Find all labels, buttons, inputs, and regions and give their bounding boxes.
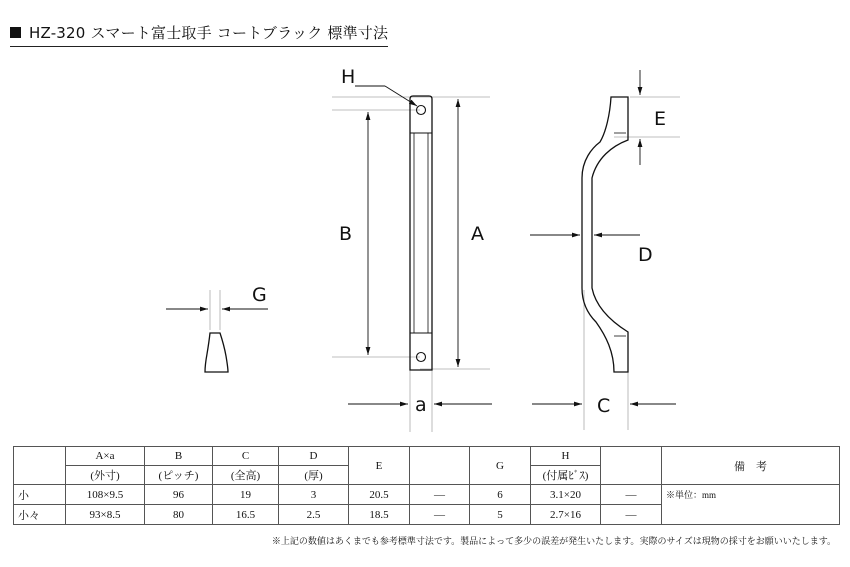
label-E: E xyxy=(654,108,667,130)
cell-d: 2.5 xyxy=(279,505,349,525)
cell-g: 5 xyxy=(470,505,531,525)
handle-side-profile xyxy=(582,97,628,372)
label-H: H xyxy=(341,66,356,88)
table-row xyxy=(14,485,840,505)
cell-blank-2: — xyxy=(601,485,662,505)
header-remarks: 備 考 xyxy=(662,447,840,485)
handle-cross-section xyxy=(205,333,228,372)
header-blank-1 xyxy=(410,447,470,485)
remarks-note: ※単位：mm xyxy=(662,485,840,525)
front-view xyxy=(332,86,492,432)
header-axa: A×a xyxy=(66,447,145,466)
spec-table xyxy=(13,446,840,525)
cell-blank-1: — xyxy=(410,505,470,525)
cell-e: 20.5 xyxy=(349,485,410,505)
cell-b: 96 xyxy=(145,485,213,505)
label-A: A xyxy=(471,223,484,245)
header-cell-corner xyxy=(14,447,66,485)
title-text: HZ-320 スマート富士取手 コートブラック 標準寸法 xyxy=(29,24,389,42)
header-b-sub: (ピッチ) xyxy=(145,466,213,485)
cell-axa: 93×8.5 xyxy=(66,505,145,525)
label-C: C xyxy=(597,395,611,417)
row-label: 小 xyxy=(14,485,66,505)
header-e: E xyxy=(349,447,410,485)
handle-front-outline xyxy=(410,96,432,370)
label-B: B xyxy=(339,223,353,245)
cell-g: 6 xyxy=(470,485,531,505)
header-g: G xyxy=(470,447,531,485)
header-b: B xyxy=(145,447,213,466)
header-axa-sub: (外寸) xyxy=(66,466,145,485)
cell-c: 16.5 xyxy=(213,505,279,525)
header-c: C xyxy=(213,447,279,466)
cell-e: 18.5 xyxy=(349,505,410,525)
header-blank-2 xyxy=(601,447,662,485)
cell-h: 2.7×16 xyxy=(531,505,601,525)
table-header-row-1 xyxy=(14,447,840,466)
header-h-sub: (付属ﾋﾞｽ) xyxy=(531,466,601,485)
label-D: D xyxy=(638,244,653,266)
cell-blank-1: — xyxy=(410,485,470,505)
header-h: H xyxy=(531,447,601,466)
label-G: G xyxy=(252,284,267,306)
header-d: D xyxy=(279,447,349,466)
cell-c: 19 xyxy=(213,485,279,505)
row-label: 小々 xyxy=(14,505,66,525)
header-d-sub: (厚) xyxy=(279,466,349,485)
cell-b: 80 xyxy=(145,505,213,525)
cell-d: 3 xyxy=(279,485,349,505)
footnote: ※上記の数値はあくまでも参考標準寸法です。製品によって多少の誤差が発生いたします。実際のサイズは現物の採寸をお願いいたします。 xyxy=(271,536,836,546)
cell-axa: 108×9.5 xyxy=(66,485,145,505)
cell-h: 3.1×20 xyxy=(531,485,601,505)
header-c-sub: (全高) xyxy=(213,466,279,485)
cell-blank-2: — xyxy=(601,505,662,525)
label-a: a xyxy=(415,394,427,416)
